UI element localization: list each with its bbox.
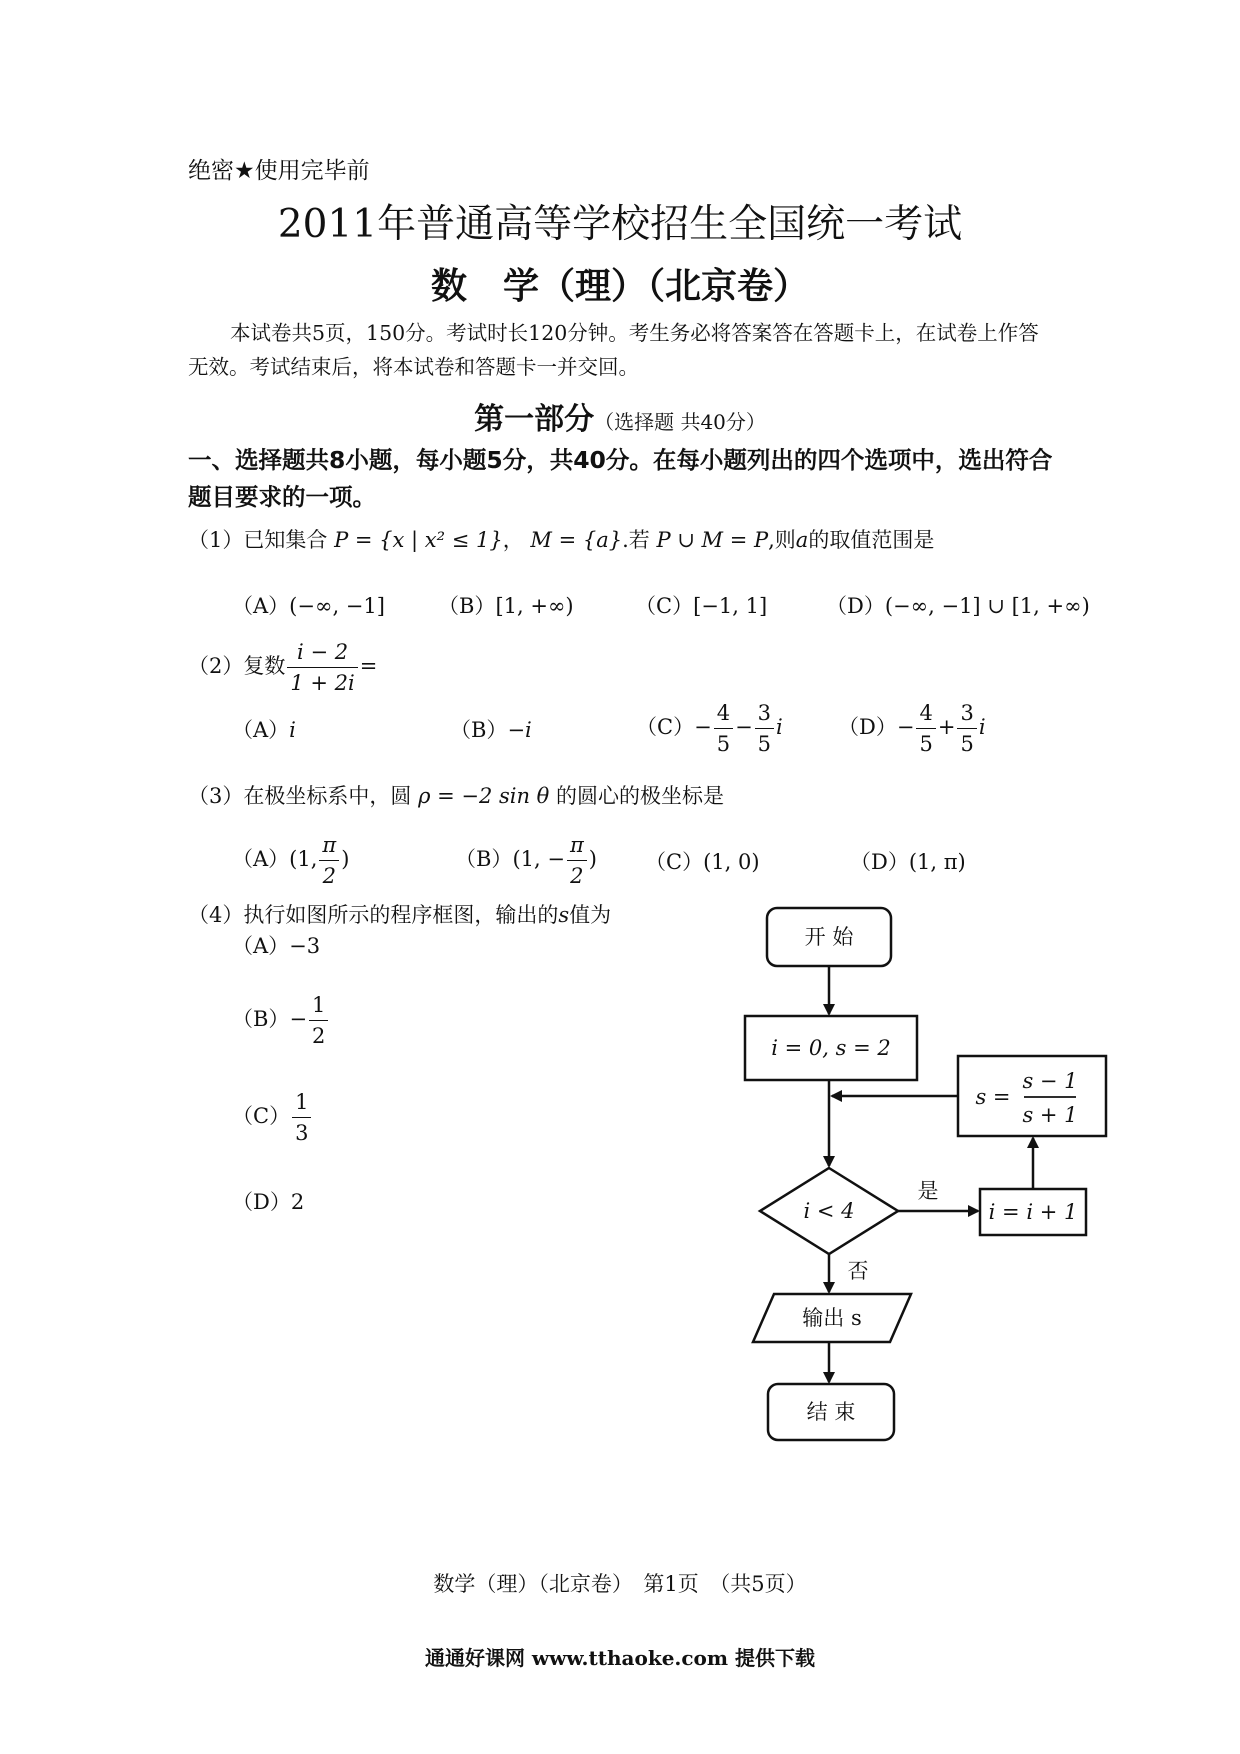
flowchart-output-label: 输出 s [802, 1306, 862, 1330]
flowchart-start-label: 开 始 [804, 925, 854, 949]
exam-title: 2011年普通高等学校招生全国统一考试 [277, 202, 963, 247]
fraction-numerator: 1 [292, 1087, 311, 1118]
option-value: 2 [290, 1190, 305, 1214]
option-label: （C） [232, 1104, 291, 1128]
flowchart-increment-label: i = i + 1 [988, 1200, 1078, 1224]
option-label: （A） [232, 718, 290, 742]
fraction-denominator: 5 [716, 732, 731, 756]
option-value: −3 [289, 934, 321, 958]
option-label: （C） [645, 850, 704, 874]
flowchart-condition-label: i < 4 [803, 1199, 855, 1223]
option-label: （C） [636, 715, 695, 739]
option-value: (−∞, −1] [289, 594, 385, 618]
question-text: 的取值范围是 [808, 528, 935, 552]
option-label: （D） [838, 715, 897, 739]
fraction-numerator: 1 [309, 990, 328, 1021]
question-number: （4） [188, 903, 244, 927]
option-value: (1, π) [908, 850, 966, 874]
fraction-numerator: π [567, 830, 587, 861]
option-label: （C） [635, 594, 694, 618]
option-value: [1, +∞) [495, 594, 574, 618]
fraction-denominator: 1 + 2i [290, 671, 355, 695]
option-label: （D） [232, 1190, 291, 1214]
option-label: （A） [232, 934, 290, 958]
operator: + [937, 715, 956, 739]
fraction-numerator: i − 2 [287, 637, 357, 668]
flowchart-update-denominator: s + 1 [1022, 1103, 1078, 1127]
question-text: 执行如图所示的程序框图，输出的 [243, 903, 559, 927]
flowchart-end-label: 结 束 [806, 1400, 856, 1424]
fraction-denominator: 3 [295, 1121, 309, 1145]
exam-instructions: 本试卷共5页，150分。考试时长120分钟。考生务必将答案答在答题卡上，在试卷上作答无效。考试结束后，将本试卷和答题卡一并交回。 [188, 321, 1039, 379]
option-value: [−1, 1] [693, 594, 768, 618]
imaginary-unit: i [776, 715, 783, 739]
download-credit: 通通好课网 www.tthaoke.com 提供下载 [424, 1646, 816, 1670]
option-label: （A） [232, 594, 290, 618]
question-number: （1） [188, 528, 244, 552]
option-value: i [289, 718, 296, 742]
flowchart-yes-label: 是 [917, 1179, 939, 1203]
option-label: （B） [438, 594, 496, 618]
flowchart-update-lhs: s = [975, 1085, 1011, 1109]
fraction-denominator: 2 [322, 864, 336, 888]
fraction-numerator: π [319, 830, 339, 861]
math-expression: P = {x | x² ≤ 1} [334, 528, 503, 552]
flowchart-init-label: i = 0, s = 2 [771, 1036, 891, 1060]
question-text: 在极坐标系中，圆 [243, 784, 419, 808]
imaginary-unit: i [978, 715, 986, 739]
operator: − [735, 715, 753, 739]
coordinate-part: ) [588, 847, 597, 871]
option-label: （D） [826, 594, 885, 618]
question-number: （3） [188, 784, 244, 808]
math-variable: a [795, 528, 809, 552]
question-text: ,则 [768, 528, 796, 552]
exam-subtitle: 数 学（理）（北京卷） [430, 266, 809, 307]
question-number: （2） [188, 654, 244, 678]
question-text: 已知集合 [243, 528, 335, 552]
coordinate-part: (1, [289, 847, 318, 871]
question-text: 值为 [569, 903, 612, 927]
option-value: (−∞, −1] ∪ [1, +∞) [884, 594, 1090, 618]
coordinate-part: ) [341, 847, 350, 871]
option-label: （B） [450, 718, 508, 742]
option-value: −i [507, 718, 532, 742]
option-label: （D） [850, 850, 909, 874]
question-text: 复数 [243, 654, 286, 678]
section-heading: 一、选择题共8小题，每小题5分，共40分。在每小题列出的四个选项中，选出符合题目要求的一项。 [188, 446, 1053, 511]
fraction-numerator: 3 [957, 698, 976, 729]
flowchart-no-label: 否 [847, 1259, 869, 1283]
option-label: （A） [232, 847, 290, 871]
option-label: （B） [232, 1007, 290, 1031]
equals-sign: = [359, 654, 378, 678]
sign: − [694, 715, 712, 739]
math-expression: P ∪ M = P [656, 528, 769, 552]
math-expression: M = {a} [530, 528, 623, 552]
fraction-numerator: 4 [916, 698, 935, 729]
option-label: （B） [455, 847, 513, 871]
fraction-denominator: 2 [312, 1024, 326, 1048]
fraction-numerator: 3 [755, 698, 774, 729]
fraction-denominator: 2 [570, 864, 584, 888]
question-text: .若 [622, 528, 657, 552]
fraction-numerator: 4 [714, 698, 733, 729]
fraction-denominator: 5 [757, 732, 772, 756]
fraction-denominator: 5 [960, 732, 974, 756]
math-variable: s [558, 903, 570, 927]
sign: − [289, 1007, 308, 1031]
question-text: ， [502, 528, 524, 552]
question-text: 的圆心的极坐标是 [549, 784, 725, 808]
coordinate-part: (1, − [512, 847, 565, 871]
part-note: （选择题 共40分） [594, 410, 766, 434]
part-title: 第一部分 [474, 402, 595, 437]
flowchart-update-numerator: s − 1 [1022, 1069, 1078, 1093]
fraction-denominator: 5 [919, 732, 933, 756]
confidential-mark: 绝密★使用完毕前 [188, 158, 370, 184]
option-value: (1, 0) [703, 850, 760, 874]
math-expression: ρ = −2 sin θ [418, 784, 550, 808]
page-footer: 数学（理）（北京卷） 第1页 （共5页） [433, 1572, 807, 1596]
sign: − [896, 715, 915, 739]
